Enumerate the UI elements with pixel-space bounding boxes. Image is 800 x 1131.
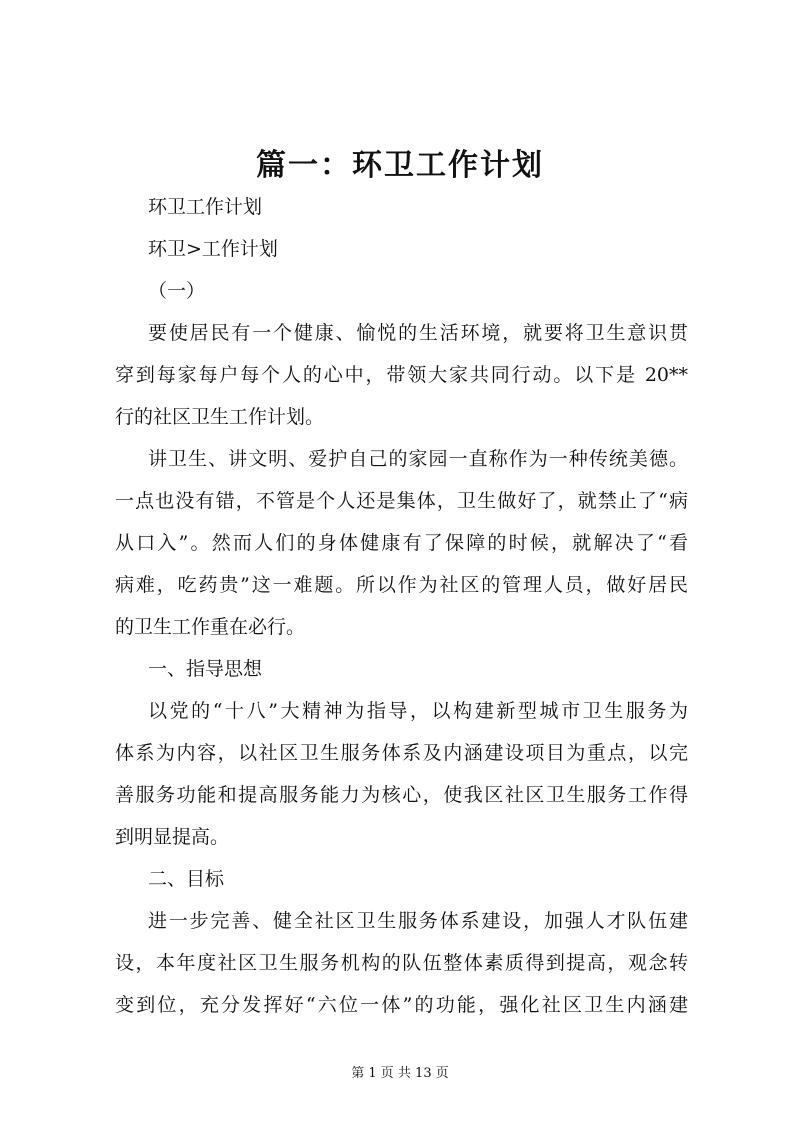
text-line: 进一步完善、健全社区卫生服务体系建设，加强人才队伍建 — [148, 910, 688, 932]
text-line: 二、目标 — [148, 868, 225, 890]
text-line: 环卫工作计划 — [148, 196, 263, 218]
text-line: 行的社区卫生工作计划。 — [115, 406, 325, 428]
text-line: 要使居民有一个健康、愉悦的生活环境，就要将卫生意识贯 — [148, 322, 688, 344]
text-line: 的卫生工作重在必行。 — [115, 616, 306, 638]
text-line: （一） — [148, 280, 206, 302]
text-line: 以党的“十八”大精神为指导，以构建新型城市卫生服务为 — [148, 700, 688, 722]
page-footer: 第 1 页 共 13 页 — [351, 1066, 449, 1081]
text-line: 到明显提高。 — [115, 826, 230, 848]
document-body — [115, 192, 688, 1032]
text-line: 一点也没有错，不管是个人还是集体，卫生做好了，就禁止了“病 — [115, 490, 688, 512]
page-title: 篇一：环卫工作计划 — [256, 148, 544, 183]
text-line: 变到位，充分发挥好“六位一体”的功能，强化社区卫生内涵建 — [115, 994, 688, 1016]
text-line: 从口入”。然而人们的身体健康有了保障的时候，就解决了“看 — [115, 532, 688, 554]
text-line: 善服务功能和提高服务能力为核心，使我区社区卫生服务工作得 — [115, 784, 688, 806]
text-line: 穿到每家每户每个人的心中，带领大家共同行动。以下是 20** — [115, 364, 688, 386]
text-line: 设，本年度社区卫生服务机构的队伍整体素质得到提高，观念转 — [115, 952, 688, 974]
text-line: 环卫>工作计划 — [148, 238, 278, 260]
text-line: 病难，吃药贵”这一难题。所以作为社区的管理人员，做好居民 — [115, 574, 688, 596]
text-line: 讲卫生、讲文明、爱护自己的家园一直称作为一种传统美德。 — [148, 448, 688, 470]
text-line: 一、指导思想 — [148, 658, 263, 680]
text-line: 体系为内容，以社区卫生服务体系及内涵建设项目为重点，以完 — [115, 742, 688, 764]
